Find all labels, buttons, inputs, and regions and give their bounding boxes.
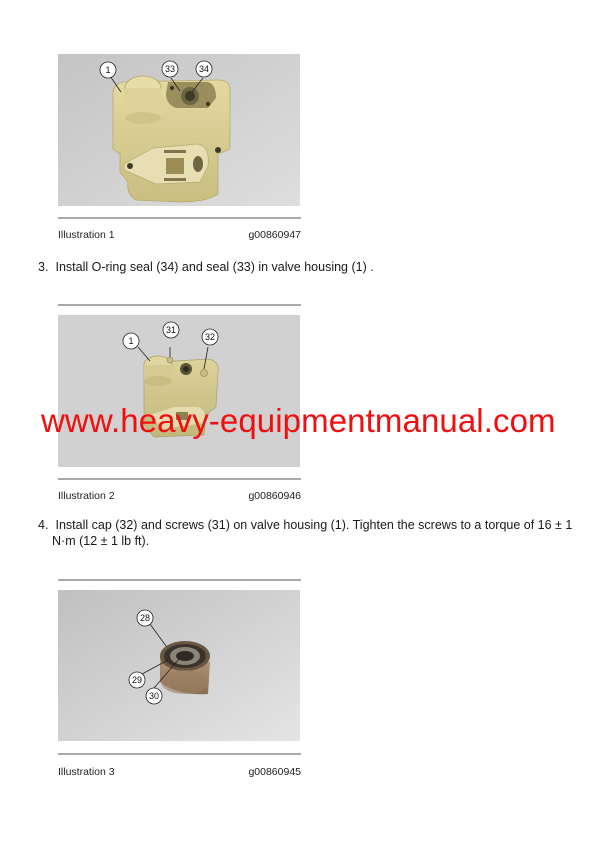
svg-text:29: 29 [131,675,143,685]
step-4-text-line-1: Install cap (32) and screws (31) on valve housing (1). Tighten the screws to a torque of 16 ± 1 [55,518,573,532]
step-3 [38,259,374,275]
svg-text:1: 1 [128,336,134,346]
illustration-3-divider [58,753,301,755]
illustration-3-top-divider [58,579,301,581]
illustration-3-code: g00860945 [248,766,301,778]
svg-text:32: 32 [204,332,216,342]
illustration-1-divider [58,217,301,219]
watermark-url: www.heavy-equipmentmanual.com [41,402,556,439]
step-3-text: Install O-ring seal (34) and seal (33) in valve housing (1) . [55,260,374,274]
illustration-3-image [58,590,300,741]
bearing-assembly-photo-icon [58,590,300,741]
illustration-2-label: Illustration 2 [58,490,115,502]
svg-text:28: 28 [139,613,151,623]
step-4 [38,517,572,549]
step-3-number: 3. [38,260,49,274]
illustration-1-image [58,54,300,206]
valve-housing-photo-icon [58,54,300,206]
illustration-1-label: Illustration 1 [58,229,115,241]
valve-housing-cap-photo-icon [58,315,300,467]
illustration-1-code: g00860947 [248,229,301,241]
illustration-2-divider [58,478,301,480]
svg-text:34: 34 [198,64,210,74]
illustration-3-label: Illustration 3 [58,766,115,778]
svg-text:33: 33 [164,64,176,74]
svg-text:31: 31 [165,325,177,335]
illustration-2-image [58,315,300,467]
illustration-2-top-divider [58,304,301,306]
svg-text:1: 1 [105,65,111,75]
illustration-2-code: g00860946 [248,490,301,502]
step-4-text-line-2: N·m (12 ± 1 lb ft). [52,534,150,548]
step-4-number: 4. [38,518,49,532]
svg-text:30: 30 [148,691,160,701]
